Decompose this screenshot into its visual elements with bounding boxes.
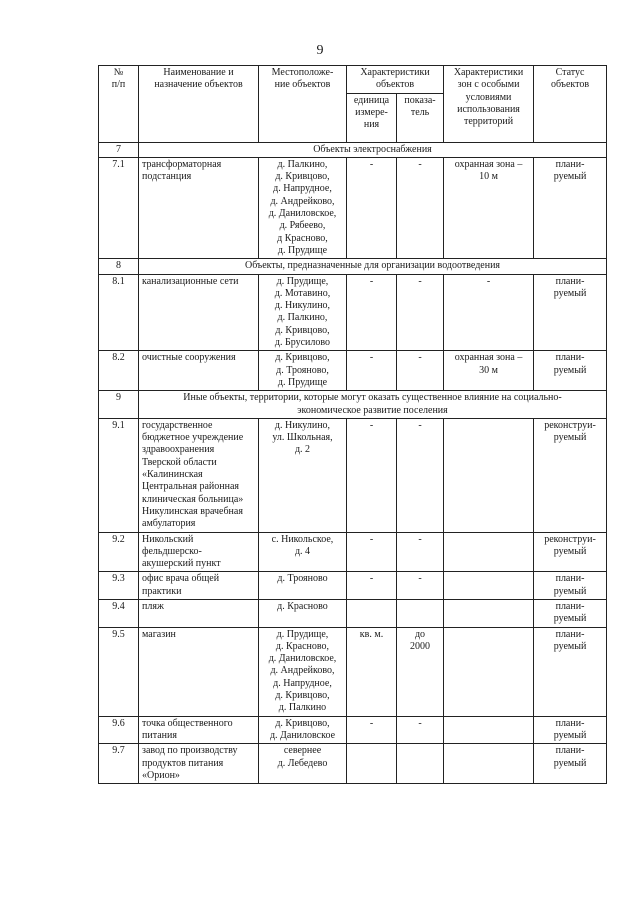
object-name: завод по производству продуктов питания «Орион» — [139, 744, 259, 784]
table-row — [99, 572, 607, 600]
object-location: д. Кривцово, д. Трояново, д. Прудище — [259, 351, 347, 391]
object-zone: охранная зона – 10 м — [444, 157, 534, 258]
table-row — [99, 716, 607, 744]
table-row — [99, 418, 607, 532]
table-row — [99, 627, 607, 716]
object-name: пляж — [139, 599, 259, 627]
object-unit: - — [347, 157, 397, 258]
section-title: Иные объекты, территории, которые могут оказать существенное влияние на социально- экономическое развитие поселения — [139, 391, 607, 419]
object-zone — [444, 572, 534, 600]
object-location: д. Трояново — [259, 572, 347, 600]
object-unit: кв. м. — [347, 627, 397, 716]
object-status: плани- руемый — [534, 274, 607, 351]
object-location: д. Красново — [259, 599, 347, 627]
object-zone — [444, 627, 534, 716]
object-status: реконструи- руемый — [534, 532, 607, 572]
object-location: д. Прудище, д. Красново, д. Даниловское, д. Андрейково, д. Напрудное, д. Кривцово, д. Палкино — [259, 627, 347, 716]
object-status: плани- руемый — [534, 572, 607, 600]
table-row — [99, 532, 607, 572]
table-row — [99, 157, 607, 258]
object-location: севернее д. Лебедево — [259, 744, 347, 784]
header-unit: единица измере- ния — [347, 93, 397, 142]
header-location: Местоположе- ние объектов — [259, 66, 347, 143]
object-indicator: до 2000 — [397, 627, 444, 716]
object-status: плани- руемый — [534, 716, 607, 744]
object-status: плани- руемый — [534, 627, 607, 716]
table-row — [99, 599, 607, 627]
object-indicator: - — [397, 572, 444, 600]
object-status: плани- руемый — [534, 599, 607, 627]
header-name: Наименование и назначение объектов — [139, 66, 259, 143]
planned-objects-table — [98, 65, 607, 784]
object-indicator: - — [397, 274, 444, 351]
object-zone: - — [444, 274, 534, 351]
object-unit: - — [347, 532, 397, 572]
object-unit — [347, 744, 397, 784]
object-zone — [444, 599, 534, 627]
row-number: 9.5 — [99, 627, 139, 716]
object-name: офис врача общей практики — [139, 572, 259, 600]
row-number: 9.7 — [99, 744, 139, 784]
section-number: 9 — [99, 391, 139, 419]
row-number: 9.2 — [99, 532, 139, 572]
object-unit: - — [347, 418, 397, 532]
row-number: 9.1 — [99, 418, 139, 532]
object-location: д. Палкино, д. Кривцово, д. Напрудное, д. Андрейково, д. Даниловское, д. Рябеево, д Красново, д. Прудище — [259, 157, 347, 258]
object-location: д. Никулино, ул. Школьная, д. 2 — [259, 418, 347, 532]
object-name: государственное бюджетное учреждение здравоохранения Тверской области «Калининская Центральная районная клиническая больница» Никулинская врачебная амбулатория — [139, 418, 259, 532]
object-zone: охранная зона – 30 м — [444, 351, 534, 391]
row-number: 8.2 — [99, 351, 139, 391]
row-number: 9.4 — [99, 599, 139, 627]
header-status: Статус объектов — [534, 66, 607, 143]
table-row — [99, 274, 607, 351]
table-row — [99, 744, 607, 784]
object-name: очистные сооружения — [139, 351, 259, 391]
object-location: д. Кривцово, д. Даниловское — [259, 716, 347, 744]
object-name: трансформаторная подстанция — [139, 157, 259, 258]
section-row — [99, 391, 607, 419]
object-status: плани- руемый — [534, 157, 607, 258]
object-indicator — [397, 599, 444, 627]
object-unit: - — [347, 716, 397, 744]
header-indicator: показа- тель — [397, 93, 444, 142]
section-title: Объекты электроснабжения — [139, 142, 607, 157]
object-status: плани- руемый — [534, 744, 607, 784]
row-number: 9.6 — [99, 716, 139, 744]
section-title: Объекты, предназначенные для организации водоотведения — [139, 259, 607, 274]
section-number: 8 — [99, 259, 139, 274]
object-indicator: - — [397, 418, 444, 532]
row-number: 8.1 — [99, 274, 139, 351]
header-num: № п/п — [99, 66, 139, 143]
object-unit: - — [347, 351, 397, 391]
page-number: 9 — [316, 43, 324, 58]
section-row — [99, 142, 607, 157]
section-number: 7 — [99, 142, 139, 157]
object-indicator: - — [397, 351, 444, 391]
object-indicator: - — [397, 157, 444, 258]
object-zone — [444, 532, 534, 572]
object-name: Никольский фельдшерско- акушерский пункт — [139, 532, 259, 572]
object-indicator — [397, 744, 444, 784]
object-status: реконструи- руемый — [534, 418, 607, 532]
object-name: канализационные сети — [139, 274, 259, 351]
header-zones: Характеристики зон с особыми условиями использования территорий — [444, 66, 534, 143]
object-zone — [444, 418, 534, 532]
object-status: плани- руемый — [534, 351, 607, 391]
header-characteristics: Характеристики объектов — [347, 66, 444, 94]
section-row — [99, 259, 607, 274]
object-indicator: - — [397, 716, 444, 744]
object-unit — [347, 599, 397, 627]
table-row — [99, 351, 607, 391]
object-location: с. Никольское, д. 4 — [259, 532, 347, 572]
row-number: 9.3 — [99, 572, 139, 600]
object-zone — [444, 744, 534, 784]
object-zone — [444, 716, 534, 744]
object-unit: - — [347, 572, 397, 600]
object-unit: - — [347, 274, 397, 351]
table-body — [99, 142, 607, 784]
object-name: точка общественного питания — [139, 716, 259, 744]
object-location: д. Прудище, д. Мотавино, д. Никулино, д. Палкино, д. Кривцово, д. Брусилово — [259, 274, 347, 351]
row-number: 7.1 — [99, 157, 139, 258]
object-name: магазин — [139, 627, 259, 716]
object-indicator: - — [397, 532, 444, 572]
